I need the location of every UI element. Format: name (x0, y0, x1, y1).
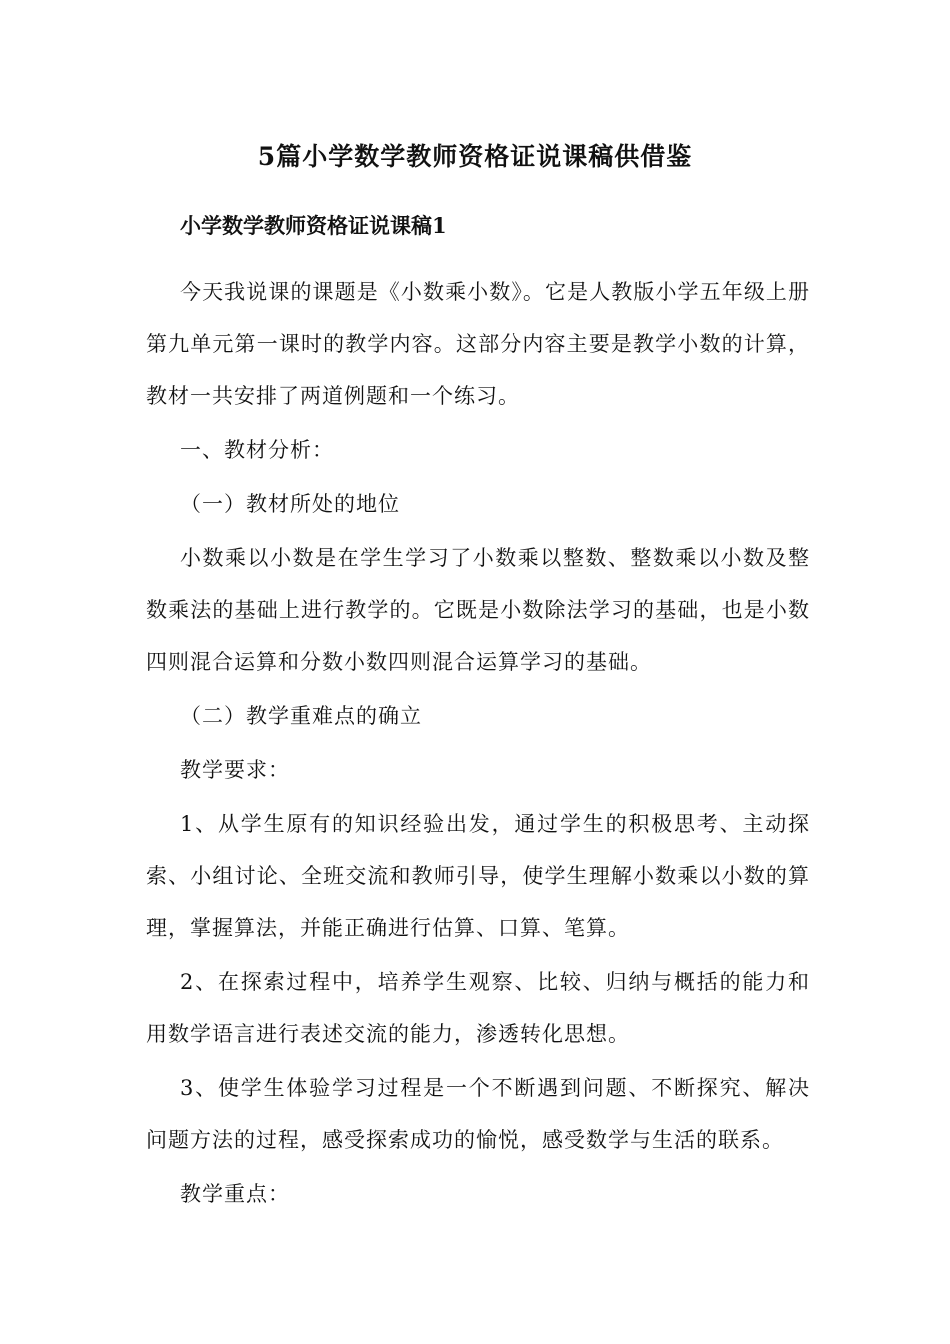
section-title: 小学数学教师资格证说课稿1 (180, 213, 447, 238)
paragraph-teaching-requirements: 教学要求： (180, 758, 290, 782)
document-body (146, 210, 810, 1220)
paragraph-requirement-2: 2、在探索过程中，培养学生观察、比较、归纳与概括的能力和用数学语言进行表述交流的能力，渗透转化思想。 (146, 970, 810, 1046)
paragraph-subheading-position: （一）教材所处的地位 (180, 492, 400, 516)
paragraph-intro: 今天我说课的课题是《小数乘小数》。它是人教版小学五年级上册第九单元第一课时的教学内容。这部分内容主要是教学小数的计算，教材一共安排了两道例题和一个练习。 (146, 280, 810, 408)
paragraph-heading-textbook-analysis: 一、教材分析： (180, 438, 334, 462)
paragraph-requirement-3: 3、使学生体验学习过程是一个不断遇到问题、不断探究、解决问题方法的过程，感受探索成功的愉悦，感受数学与生活的联系。 (146, 1076, 810, 1152)
paragraph-requirement-1: 1、从学生原有的知识经验出发，通过学生的积极思考、主动探索、小组讨论、全班交流和教师引导，使学生理解小数乘以小数的算理，掌握算法，并能正确进行估算、口算、笔算。 (146, 812, 810, 940)
paragraph-position-text: 小数乘以小数是在学生学习了小数乘以整数、整数乘以小数及整数乘法的基础上进行教学的。它既是小数除法学习的基础，也是小数四则混合运算和分数小数四则混合运算学习的基础。 (146, 546, 810, 674)
document-title: 5篇小学数学教师资格证说课稿供借鉴 (257, 142, 693, 171)
paragraph-teaching-focus: 教学重点： (180, 1182, 290, 1206)
paragraph-subheading-key-points: （二）教学重难点的确立 (180, 704, 422, 728)
